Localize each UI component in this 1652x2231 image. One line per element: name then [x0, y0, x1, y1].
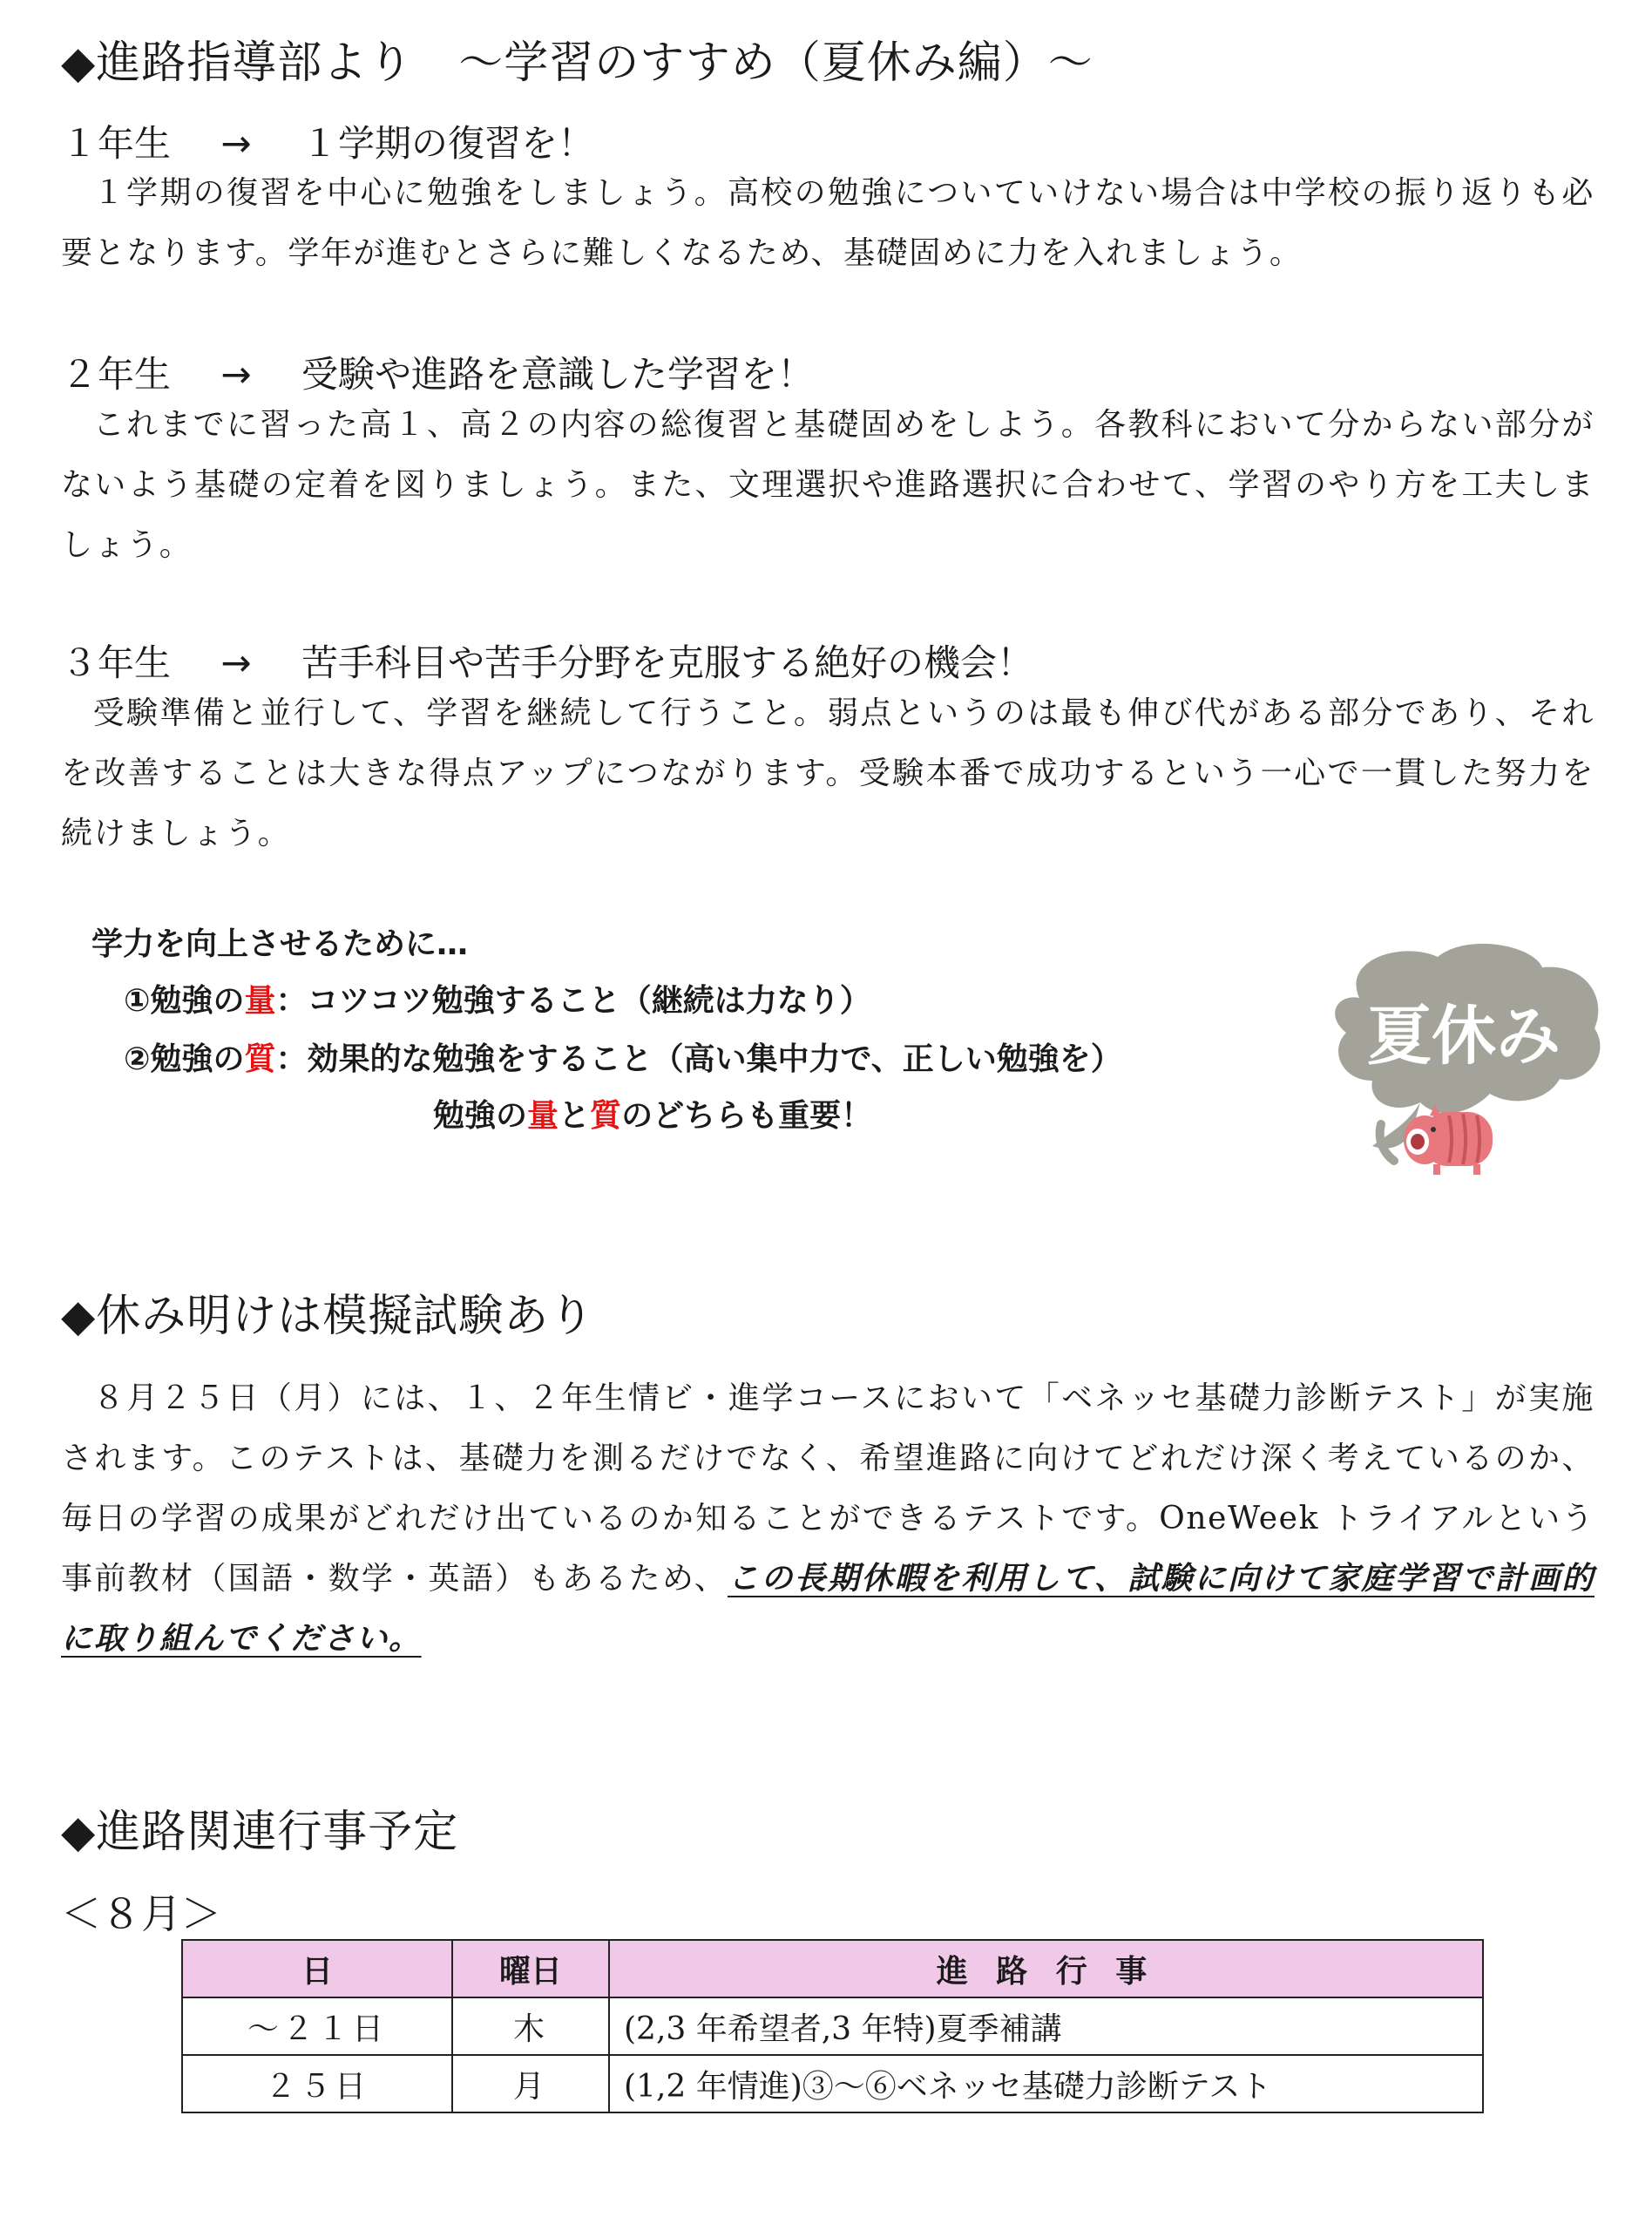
paragraph-text: これまでに習った高１、高２の内容の総復習と基礎固めをしよう。各教科において分からない部分がないよう基礎の定着を図りましょう。また、文理選択や進路選択に合わせて、学習のやり方を工夫しましょう。	[61, 407, 1594, 563]
grade-2-paragraph	[61, 395, 1594, 575]
tip-quality: ②勉強の質：効果的な勉強をすること（高い集中力で、正しい勉強を）	[124, 1041, 1122, 1077]
tips-conclusion: 勉強の量と質のどちらも重要！	[433, 1098, 873, 1134]
keyword-quantity: 量	[244, 983, 276, 1019]
table-header-row	[182, 1940, 1483, 1997]
grade-heading-text: 苦手科目や苦手分野を克服する絶好の機会！	[301, 641, 1034, 684]
cell-event: (2,3 年希望者,3 年特)夏季補講	[609, 1997, 1483, 2055]
section-title-study-advice: ◆進路指導部より ～学習のすすめ（夏休み編）～	[61, 37, 1093, 89]
cell-date: ～２１日	[182, 1997, 452, 2055]
events-table	[181, 1939, 1484, 2113]
emphasis-text: この長期休暇を利用して、試験に向けて家庭学習で計画的に取り組んでください。	[61, 1560, 1594, 1657]
grade-2-heading	[61, 346, 814, 398]
arrow-icon: →	[220, 353, 252, 396]
table-row	[182, 2055, 1483, 2112]
table-row	[182, 1997, 1483, 2055]
paragraph-text: ８月２５日（月）には、１、２年生情ビ・進学コースにおいて「ベネッセ基礎力診断テスト」が実施されます。このテストは、基礎力を測るだけでなく、希望進路に向けてどれだけ深く考えているのか、毎日の学習の成果がどれだけ出ているのか知ることができるテストです。OneWeek トライアルという事前教材（国語・数学・英語）もあるため、	[61, 1380, 1594, 1597]
grade-heading-text: 受験や進路を意識した学習を！	[301, 353, 815, 396]
grade-label: １年生	[61, 122, 172, 165]
grade-3-paragraph	[61, 683, 1594, 864]
mock-exam-paragraph	[61, 1368, 1594, 1669]
paragraph-text: 受験準備と並行して、学習を継続して行うこと。弱点というのは最も伸び代がある部分であり、それを改善することは大きな得点アップにつながります。受験本番で成功するという一心で一貫した努力を続けましょう。	[61, 695, 1594, 851]
pig-icon	[1398, 1096, 1503, 1179]
summer-vacation-illustration	[1307, 924, 1612, 1194]
grade-heading-text: １学期の復習を！	[301, 122, 595, 165]
grade-1-paragraph	[61, 163, 1594, 283]
cell-weekday: 月	[452, 2055, 609, 2112]
column-header-weekday: 曜日	[452, 1940, 609, 1997]
cell-event: (1,2 年情進)③～⑥ベネッセ基礎力診断テスト	[609, 2055, 1483, 2112]
paragraph-text: １学期の復習を中心に勉強をしましょう。高校の勉強についていけない場合は中学校の振り返りも必要となります。学年が進むとさらに難しくなるため、基礎固めに力を入れましょう。	[61, 175, 1594, 271]
month-label: ＜８月＞	[61, 1890, 221, 1937]
grade-3-heading	[61, 634, 1033, 687]
column-header-date: 日	[182, 1940, 452, 1997]
illustration-label: 夏休み	[1367, 999, 1561, 1074]
column-header-event: 進 路 行 事	[609, 1940, 1483, 1997]
grade-label: ３年生	[61, 641, 172, 684]
section-title-events: ◆進路関連行事予定	[61, 1807, 459, 1858]
cell-date: ２５日	[182, 2055, 452, 2112]
arrow-icon: →	[220, 122, 252, 165]
keyword-quality: 質	[244, 1041, 276, 1077]
cell-weekday: 木	[452, 1997, 609, 2055]
grade-label: ２年生	[61, 353, 172, 396]
grade-1-heading	[61, 115, 594, 167]
arrow-icon: →	[220, 641, 252, 684]
tip-quantity: ①勉強の量：コツコツ勉強すること（継続は力なり）	[124, 983, 871, 1019]
tips-intro: 学力を向上させるために…	[91, 926, 469, 962]
section-title-mock-exam: ◆休み明けは模擬試験あり	[61, 1291, 595, 1342]
